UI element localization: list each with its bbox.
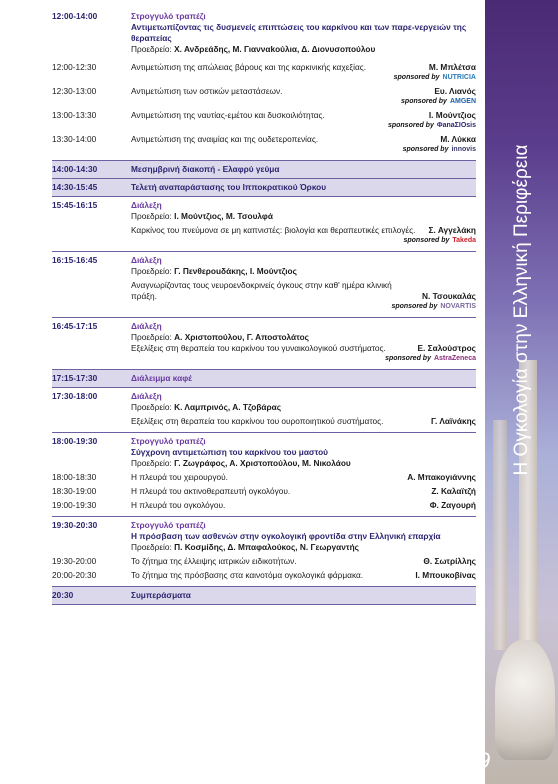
coffee-break: 17:15-17:30 Διάλειμμα καφέ — [52, 370, 476, 388]
talk-row: 20:00-20:30 Το ζήτημα της πρόσβασης στα καινοτόμα ογκολογικά φάρμακα. Ι. Μπουκοβίνας — [52, 570, 476, 580]
session-round-table-1 — [52, 8, 476, 161]
sidebar-title: Η Ογκολογία στην Ελληνική Περιφέρεια — [510, 144, 532, 476]
takeda-logo: Takeda — [452, 237, 476, 244]
talk-row: 12:00-12:30 Αντιμετώπιση της απώλειας βάρους και της καρκινικής καχεξίας. Μ. Μπλέτσα sponsored by NUTRICIA — [52, 62, 476, 81]
speaker: Ζ. Καλαϊτζή — [431, 486, 476, 496]
talk-row: 19:00-19:30 Η πλευρά του ογκολόγου. Φ. Ζαγουρή — [52, 500, 476, 510]
talk-row: 18:00-18:30 Η πλευρά του χειρουργού. Α. Μπακογιάννης — [52, 472, 476, 482]
novartis-logo: NOVARTIS — [440, 303, 476, 310]
sidebar-banner — [485, 0, 558, 784]
sponsor-line: sponsored by innovis — [402, 146, 476, 153]
speaker: Θ. Σωτρίλλης — [423, 556, 476, 566]
session-type: Στρογγυλό τραπέζι — [131, 11, 206, 21]
amgen-logo: AMGEN — [449, 98, 476, 105]
session-round-table-3: 19:30-20:30 Στρογγυλό τραπέζι Η πρόσβαση των ασθενών στην ογκολογική φροντίδα στην Ελληνική επαρχία Προεδρείο: Π. Κοσμίδης, Δ. Μπαφαλούκος, Ν. Γεωργαντής 19:30-20:00 Το ζήτημα της έλλειψης ιατρικών ειδικοτήτων. Θ. Σωτρίλλης 20:00-20:30 Το ζήτημα της πρόσβασης στα καινοτόμα ογκολογικά φάρμακα. Ι. Μπουκοβίνας — [52, 517, 476, 587]
speaker: Μ. Λύκκα — [440, 134, 476, 144]
lecture-3: 16:45-17:15 Διάλεξη Προεδρείο: Α. Χριστοπούλου, Γ. Αποστολάτος Εξελίξεις στη θεραπεία του καρκίνου του γυναικολογικού συστήματος. Ε. Σαλούστρος sponsored by AstraZeneca — [52, 318, 476, 370]
talk-row: 13:00-13:30 Αντιμετώπιση της ναυτίας-εμέτου και δυσκοιλιότητας. Ι. Μούντζιος sponsored by ΦanaΣΙΟsis — [52, 110, 476, 129]
sponsor-line: sponsored by NUTRICIA — [393, 74, 476, 81]
sponsor-line: sponsored by NOVARTIS — [391, 303, 476, 310]
lecture-2: 16:15-16:45 Διάλεξη Προεδρείο: Γ. Πενθεροuδάκης, Ι. Μούντζιος Αναγνωρίζοντας τους νευροενδοκρινείς όγκους στην καθ' ημέρα κλινική πράξη. Ν. Τσουκαλάς sponsored by NOVARTIS — [52, 252, 476, 318]
speaker: Ι. Μπουκοβίνας — [415, 570, 476, 580]
sponsor-line: sponsored by Takeda — [403, 237, 476, 244]
speaker: Ι. Μούντζιος — [428, 110, 476, 120]
speaker: Φ. Ζαγουρή — [429, 500, 476, 510]
lecture-1: 15:45-16:15 Διάλεξη Προεδρείο: Ι. Μούντζιος, Μ. Τσουλφά Καρκίνος του πνεύμονα σε μη καπνιστές: βιολογία και θεραπευτικές επιλογές. Σ. Αγγελάκη sponsored by Takeda — [52, 197, 476, 252]
innovis-logo: innovis — [451, 146, 476, 153]
session-title: Αντιμετωπίζοντας τις δυσμενείς επιπτώσεις του καρκίνου και των παρε-νεργειών της θεραπείας — [131, 22, 467, 43]
talk-row: 12:30-13:00 Αντιμετώπιση των οστικών μεταστάσεων. Ευ. Λιανός sponsored by AMGEN — [52, 86, 476, 105]
pharmasis-logo: ΦanaΣΙΟsis — [436, 122, 476, 129]
speaker: Ε. Σαλούστρος — [417, 343, 476, 353]
nutricia-logo: NUTRICIA — [442, 74, 476, 81]
speaker: Σ. Αγγελάκη — [428, 225, 476, 235]
session-round-table-2: 18:00-19:30 Στρογγυλό τραπέζι Σύγχρονη αντιμετώπιση του καρκίνου του μαστού Προεδρείο: Γ. Ζωγράφος, Α. Χριστοπούλου, Μ. Νικολάου 18:00-18:30 Η πλευρά του χειρουργού. Α. Μπακογιάννης 18:30-19:00 Η πλευρά του ακτινοθεραπευτή ογκολόγου. Ζ. Καλαϊτζή 19:00-19:30 Η πλευρά του ογκολόγου. Φ. Ζαγουρή — [52, 433, 476, 517]
program-schedule — [52, 8, 476, 605]
speaker: Α. Μπακογιάννης — [407, 472, 476, 482]
talk-row: 18:30-19:00 Η πλευρά του ακτινοθεραπευτή ογκολόγου. Ζ. Καλαϊτζή — [52, 486, 476, 496]
lecture-4: 17:30-18:00 Διάλεξη Προεδρείο: Κ. Λαμπρινός, Α. Τζοβάρας Εξελίξεις στη θεραπεία του καρκίνου του ουροποιητικού συστήματος. Γ. Λαϊνάκης — [52, 388, 476, 433]
sponsor-line: sponsored by AstraZeneca — [385, 355, 476, 362]
oath-ceremony: 14:30-15:45 Τελετή αναπαράστασης του Ιπποκρατικού Όρκου — [52, 179, 476, 197]
speaker: Μ. Μπλέτσα — [428, 62, 476, 72]
lunch-break: 14:00-14:30 Μεσημβρινή διακοπή - Ελαφρύ γεύμα — [52, 161, 476, 179]
speaker: Ν. Τσουκαλάς — [421, 291, 476, 301]
page-number: 9 — [478, 748, 491, 773]
speaker: Ευ. Λιανός — [434, 86, 476, 96]
speaker: Γ. Λαϊνάκης — [430, 416, 476, 426]
talk-row: 13:30-14:00 Αντιμετώπιση της αναιμίας και της ουδετεροπενίας. Μ. Λύκκα sponsored by innovis — [52, 134, 476, 153]
session-time: 12:00-14:00 — [52, 11, 98, 21]
sponsor-line: sponsored by AMGEN — [401, 98, 476, 105]
session-chairs: Προεδρείο: Χ. Ανδρεάδης, Μ. Γιανναkoύλια, Δ. Διονυσοπούλου — [131, 44, 376, 54]
talk-row: 19:30-20:00 Το ζήτημα της έλλειψης ιατρικών ειδικοτήτων. Θ. Σωτρίλλης — [52, 556, 476, 566]
astrazeneca-logo: AstraZeneca — [433, 355, 476, 362]
conclusions: 20:30 Συμπεράσματα — [52, 587, 476, 605]
sponsor-line: sponsored by ΦanaΣΙΟsis — [387, 122, 476, 129]
